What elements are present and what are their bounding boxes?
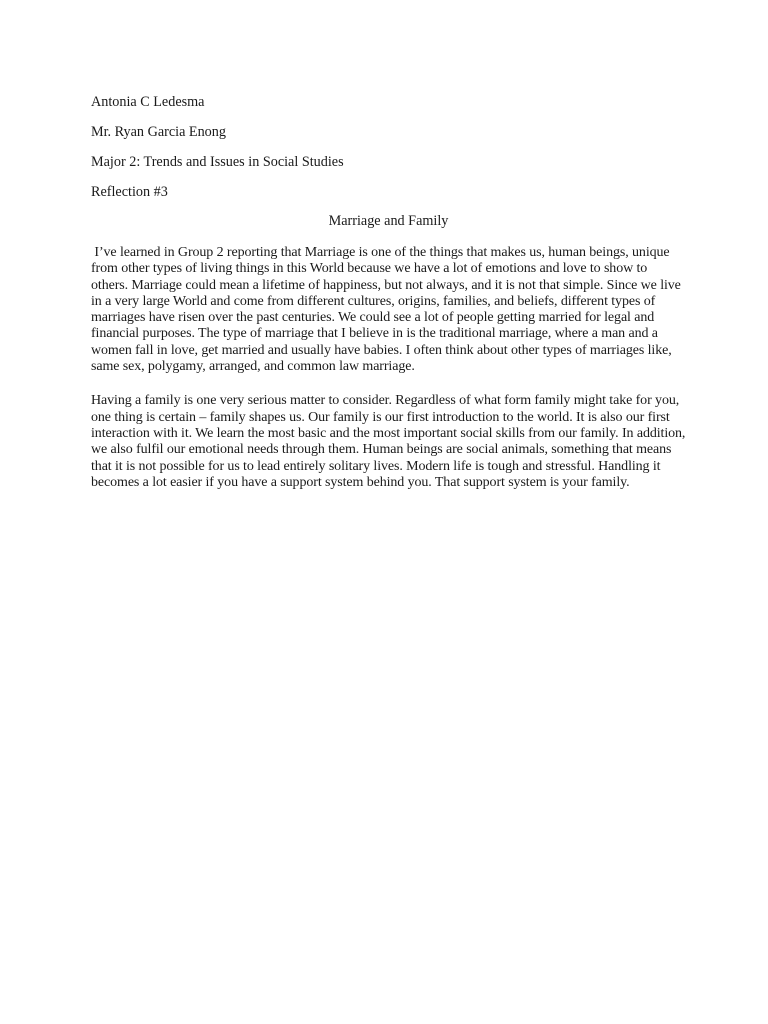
- paragraph-family: Having a family is one very serious matter to consider. Regardless of what form family might take for you, one thing is certain – family shapes us. Our family is our first introduction to the world. It is also our first interaction with it. We learn the most basic and the most important social skills from our family. In addition, we also fulfil our emotional needs through them. Human beings are social animals, something that means that it is not possible for us to lead entirely solitary lives. Modern life is tough and stressful. Handling it becomes a lot easier if you have a support system behind you. That support system is your family.: [91, 393, 686, 490]
- course-name: Major 2: Trends and Issues in Social Studies: [91, 154, 344, 170]
- student-name: Antonia C Ledesma: [91, 94, 205, 110]
- assignment-label: Reflection #3: [91, 184, 168, 200]
- document-title: Marriage and Family: [328, 213, 449, 229]
- document-body: [91, 93, 686, 491]
- instructor-name: Mr. Ryan Garcia Enong: [91, 124, 226, 140]
- paragraph-marriage: I’ve learned in Group 2 reporting that Marriage is one of the things that makes us, human beings, unique from other types of living things in this World because we have a lot of emotions and love to show to others. Marriage could mean a lifetime of happiness, but not always, and it is not that simple. Since we live in a very large World and come from different cultures, origins, families, and beliefs, different types of marriages have risen over the past centuries. We could see a lot of people getting married for legal and financial purposes. The type of marriage that I believe in is the traditional marriage, where a man and a women fall in love, get married and usually have babies. I often think about other types of marriages like, same sex, polygamy, arranged, and common law marriage.: [91, 245, 685, 375]
- paragraph-spacer: [91, 375, 686, 393]
